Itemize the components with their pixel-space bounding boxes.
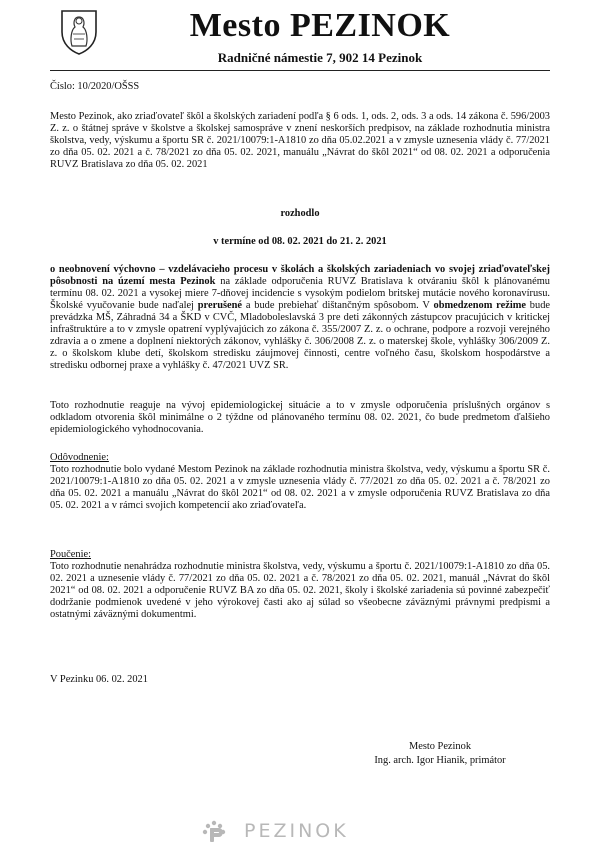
- instruction-heading: Poučenie:: [50, 549, 91, 560]
- header-divider: [50, 70, 550, 71]
- decision-term: v termíne od 08. 02. 2021 do 21. 2. 2021: [213, 236, 387, 247]
- instruction-text: Toto rozhodnutie nenahrádza rozhodnutie ministra školstva, vedy, výskumu a športu č. 2021/10079:1-A1810 zo dňa 05. 02. 2021 a uznesenie vlády č. 77/2021 zo dňa 05. 02. 2021 a č. 78/2021 zo dňa 05. 02. 2021, manuál „Návrat do škôl 2021“ od 08. 02. 2021 a odporučenie RUVZ BA zo dňa 05. 02. 2021, školy i školské zariadenia sú povinné zabezpečiť dodržanie podmienok uvedené v jeho výrokovej časti ako aj súlad so všeobecne záväznými právnymi predpismi a ostatnými záväznými dokumentmi.: [50, 561, 550, 620]
- decision-bold-lead: o neobnovení výchovno – vzdelávacieho procesu v školách a školských zariadeniach vo svojej zriaďovateľskej pôsobnosti na území mesta Pezinok: [50, 264, 550, 287]
- signature-org: Mesto Pezinok: [408, 741, 472, 752]
- city-crest-icon: [59, 8, 99, 56]
- decision-text-3: bude prevádzka MŠ, Záhradná 34 a ŠKD v CVČ, Mladoboleslavská 3 pre deti zákonných zástupcov pracujúcich v kritickej infraštruktúre a to v zmysle opatrení vyplývajúcich zo zákona č. 355/2007 Z. z. o ochrane, podpore a rozvoji verejného zdravia a o zmene a doplnení niektorých zákonov, vyhlášky č. 306/2008 Z. z. o materskej škole, vyhlášky 306/2009 Z. z. o školskom klube detí, školskom stredisku záujmovej činnosti, centre voľného času, školskom hospodárstve a stredisku odbornej praxe a vyhlášky č. 47/2021 UVZ SR.: [50, 300, 551, 371]
- document-number: Číslo: 10/2020/OŠSS: [50, 81, 140, 92]
- signature-name: Ing. arch. Igor Hianik, primátor: [374, 755, 506, 766]
- intro-paragraph: Mesto Pezinok, ako zriaďovateľ škôl a školských zariadení podľa § 6 ods. 1, ods. 2, ods. 3 a ods. 14 zákona č. 596/2003 Z. z. o štátnej správe v školstve a školskej samospráve v znení neskorších predpisov, na základe rozhodnutia ministra školstva, vedy, výskumu a športu SR č. 2021/10079:1-A1810 zo dňa 05.02.2021 a v zmysle uznesenia vlády č. 77/2021 zo dňa 05. 02. 2021 a č. 78/2021 zo dňa 05. 02. 2021, manuálu „Návrat do škôl 2021“ od 08. 02. 2021 a odporučenia RUVZ Bratislava zo dňa 05. 02. 2021: [50, 111, 550, 170]
- decision-bold-interrupted: prerušené: [197, 300, 243, 311]
- page-title: Mesto PEZINOK: [189, 7, 451, 44]
- decision-paragraph: [50, 264, 550, 372]
- decision-paragraph-2: Toto rozhodnutie reaguje na vývoj epidemiologickej situácie a to v zmysle odporučenia príslušných orgánov s odkladom otvorenia škôl minimálne o 2 týždne od plánovaného termínu 08. 02. 2021, čo bude predmetom ďalšieho epidemiologického vyhodnocovania.: [50, 400, 550, 435]
- decision-bold-limited: obmedzenom režime: [433, 300, 526, 311]
- footer-logo-text: PEZINOK: [244, 820, 349, 842]
- decision-heading: rozhodlo: [280, 208, 320, 219]
- decision-text-1: na základe odporučenia RUVZ Bratislava k otváraniu škôl k plánovanému termínu 08. 02. 2021 a vysokej miere 7-dňovej incidencie s vysokým podielom britskej mutácie nového koronavírusu. Školské vyučovanie bude naďalej: [50, 276, 550, 311]
- justification-heading: Odôvodnenie:: [50, 452, 109, 463]
- place-date: V Pezinku 06. 02. 2021: [50, 674, 148, 685]
- decision-text-2: a bude prebiehať dištančným spôsobom. V: [242, 300, 434, 311]
- justification-text: Toto rozhodnutie bolo vydané Mestom Pezinok na základe rozhodnutia ministra školstva, vedy, výskumu a športu SR č. 2021/10079:1-A1810 zo dňa 05. 02. 2021 a v zmysle uznesenia vlády č. 77/2021 zo dňa 05. 02. 2021 a č. 78/2021 zo dňa 05. 02. 2021 a manuálu „Návrat do škôl 2021“ od 08. 02. 2021 a v zmysle odporučenia RUVZ Bratislava zo dňa 05. 02. 2021 a v rámci svojich kompetencií ako zriaďovateľa.: [50, 464, 550, 511]
- address: Radničné námestie 7, 902 14 Pezinok: [217, 50, 423, 65]
